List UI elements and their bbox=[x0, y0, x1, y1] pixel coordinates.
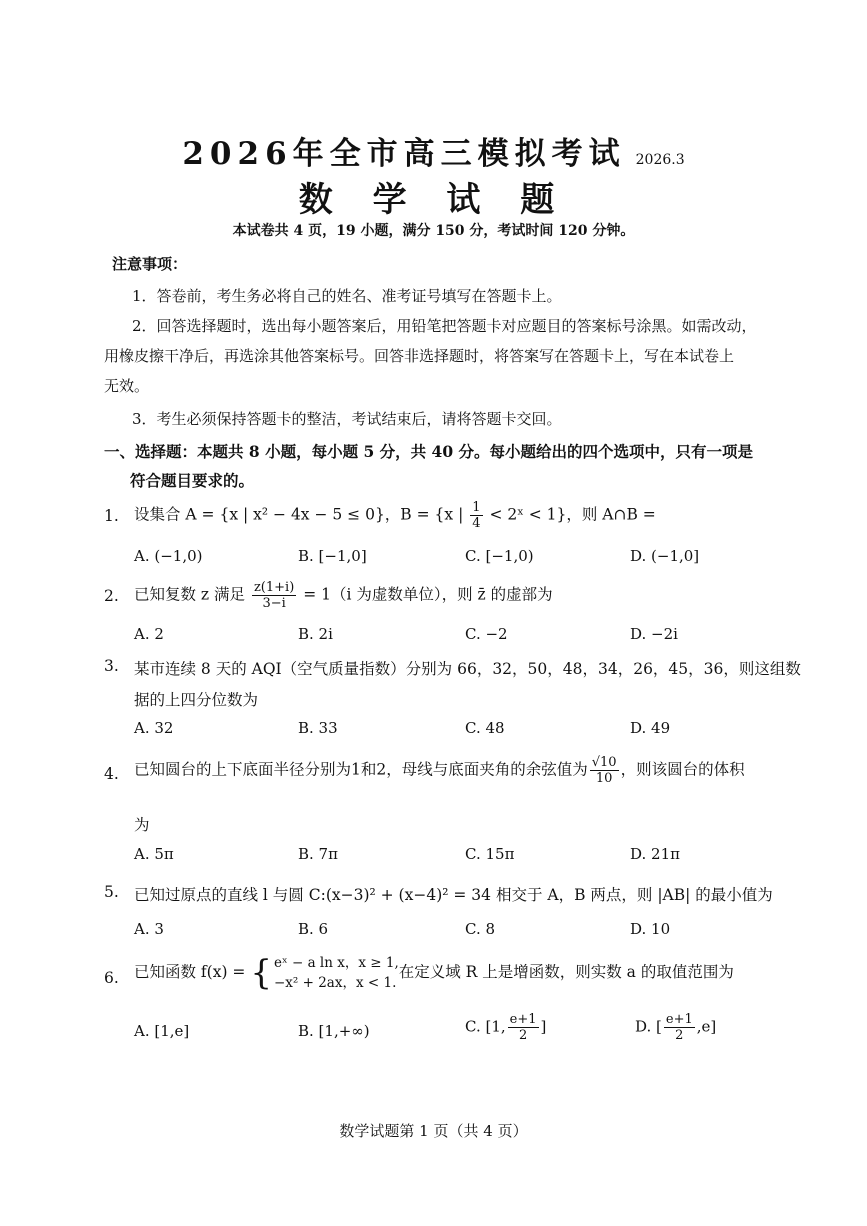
exam-title-text: 2026年全市高三模拟考试 bbox=[182, 136, 626, 172]
stem-text: ，则该圆台的体积 bbox=[620, 760, 745, 779]
fraction-denominator: 3−i bbox=[262, 596, 286, 611]
option-text: ,e] bbox=[696, 1017, 717, 1036]
question-3-stem-cont: 据的上四分位数为 bbox=[134, 691, 259, 709]
question-stem bbox=[134, 953, 734, 993]
option-c bbox=[465, 1012, 546, 1043]
fraction-numerator: e+1 bbox=[509, 1012, 537, 1027]
question-4-stem-cont: 为 bbox=[134, 816, 150, 834]
question-number: 5. bbox=[104, 883, 119, 901]
section-heading: 一、选择题：本题共 8 小题，每小题 5 分，共 40 分。每小题给出的四个选项中，只有一项是 bbox=[104, 442, 754, 461]
option-a: A. 2 bbox=[134, 625, 164, 643]
question-number: 1. bbox=[104, 507, 119, 525]
question-5-stem: 已知过原点的直线 l 与圆 C:(x−3)² + (x−4)² = 34 相交于 A，B 两点，则 |AB| 的最小值为 bbox=[134, 886, 773, 904]
question-4 bbox=[104, 755, 824, 799]
note-item: 用橡皮擦干净后，再选涂其他答案标号。回答非选择题时，将答案写在答题卡上，写在本试卷上 bbox=[104, 347, 735, 365]
option-d: D. 21π bbox=[630, 845, 680, 863]
option-c: C. [−1,0) bbox=[465, 547, 534, 565]
stem-text: 已知函数 f(x) = bbox=[134, 963, 251, 981]
option-d: D. (−1,0] bbox=[630, 547, 700, 565]
fraction-numerator: √10 bbox=[591, 755, 617, 770]
fraction-denominator: 2 bbox=[518, 1028, 528, 1043]
page-footer: 数学试题第 1 页（共 4 页） bbox=[339, 1122, 528, 1140]
stem-text: 已知圆台的上下底面半径分别为1和2，母线与底面夹角的余弦值为 bbox=[134, 760, 588, 779]
note-item: 1．答卷前，考生务必将自己的姓名、准考证号填写在答题卡上。 bbox=[132, 287, 562, 305]
stem-text: 在定义域 R 上是增函数，则实数 a 的取值范围为 bbox=[398, 963, 734, 981]
option-d bbox=[635, 1012, 716, 1043]
option-c: C. 48 bbox=[465, 719, 505, 737]
option-a: A. (−1,0) bbox=[134, 547, 203, 565]
exam-title bbox=[0, 128, 867, 173]
note-item: 无效。 bbox=[104, 377, 150, 395]
section-heading-cont: 符合题目要求的。 bbox=[130, 471, 255, 490]
question-number: 6. bbox=[104, 969, 119, 987]
fraction-numerator: z(1+i) bbox=[253, 580, 295, 595]
question-6 bbox=[104, 953, 824, 1003]
fraction-numerator: e+1 bbox=[665, 1012, 693, 1027]
fraction bbox=[508, 1012, 539, 1043]
exam-info: 本试卷共 4 页，19 小题，满分 150 分，考试时间 120 分钟。 bbox=[232, 223, 635, 239]
option-text: C. [1, bbox=[465, 1017, 506, 1036]
stem-text: = 1（i 为虚数单位），则 z̄ 的虚部为 bbox=[298, 585, 553, 604]
fraction bbox=[590, 755, 619, 786]
question-stem bbox=[134, 755, 745, 786]
option-text: D. [ bbox=[635, 1017, 662, 1036]
option-a: A. 3 bbox=[134, 920, 164, 938]
question-number: 3. bbox=[104, 657, 119, 675]
question-stem bbox=[134, 580, 553, 611]
question-2 bbox=[104, 580, 824, 620]
option-a: A. 5π bbox=[134, 845, 174, 863]
option-b: B. [1,+∞) bbox=[298, 1022, 370, 1040]
option-b: B. 33 bbox=[298, 719, 338, 737]
option-b: B. [−1,0] bbox=[298, 547, 367, 565]
option-c: C. −2 bbox=[465, 625, 508, 643]
fraction-denominator: 2 bbox=[675, 1028, 684, 1043]
note-item: 2．回答选择题时，选出每小题答案后，用铅笔把答题卡对应题目的答案标号涂黑。如需改动， bbox=[132, 317, 757, 335]
option-b: B. 7π bbox=[298, 845, 338, 863]
question-number: 2. bbox=[104, 587, 119, 605]
option-text: ] bbox=[540, 1017, 547, 1036]
note-item: 3．考生必须保持答题卡的整洁，考试结束后，请将答题卡交回。 bbox=[132, 410, 562, 428]
option-c: C. 8 bbox=[465, 920, 496, 938]
option-a: A. 32 bbox=[134, 719, 174, 737]
exam-date: 2026.3 bbox=[635, 152, 685, 168]
fraction-numerator: 1 bbox=[472, 500, 481, 515]
option-d: D. −2i bbox=[630, 625, 678, 643]
stem-text: 已知复数 z 满足 bbox=[134, 585, 250, 604]
fraction-denominator: 10 bbox=[595, 771, 613, 786]
question-1 bbox=[104, 500, 824, 540]
option-d: D. 10 bbox=[630, 920, 671, 938]
piecewise-cases bbox=[274, 953, 399, 993]
stem-text: < 2ˣ < 1}，则 A∩B = bbox=[484, 505, 656, 524]
option-b: B. 2i bbox=[298, 625, 333, 643]
question-3-stem: 某市连续 8 天的 AQI（空气质量指数）分别为 66，32，50，48，34，26，45，36，则这组数 bbox=[134, 660, 801, 678]
subject-title: 数 学 试 题 bbox=[298, 180, 569, 220]
notes-heading: 注意事项： bbox=[112, 255, 188, 273]
left-brace: { bbox=[250, 953, 272, 993]
fraction bbox=[470, 500, 482, 531]
fraction bbox=[252, 580, 296, 611]
question-stem bbox=[134, 500, 656, 531]
fraction bbox=[664, 1012, 695, 1043]
case-row: eˣ − a ln x，x ≥ 1, bbox=[273, 955, 399, 971]
option-a: A. [1,e] bbox=[134, 1022, 190, 1040]
option-b: B. 6 bbox=[298, 920, 329, 938]
fraction-denominator: 4 bbox=[472, 516, 481, 531]
case-row: −x² + 2ax，x < 1. bbox=[273, 975, 397, 991]
question-number: 4. bbox=[104, 765, 119, 783]
option-c: C. 15π bbox=[465, 845, 515, 863]
option-d: D. 49 bbox=[630, 719, 671, 737]
stem-text: 设集合 A = {x | x² − 4x − 5 ≤ 0}，B = {x | bbox=[134, 505, 469, 524]
